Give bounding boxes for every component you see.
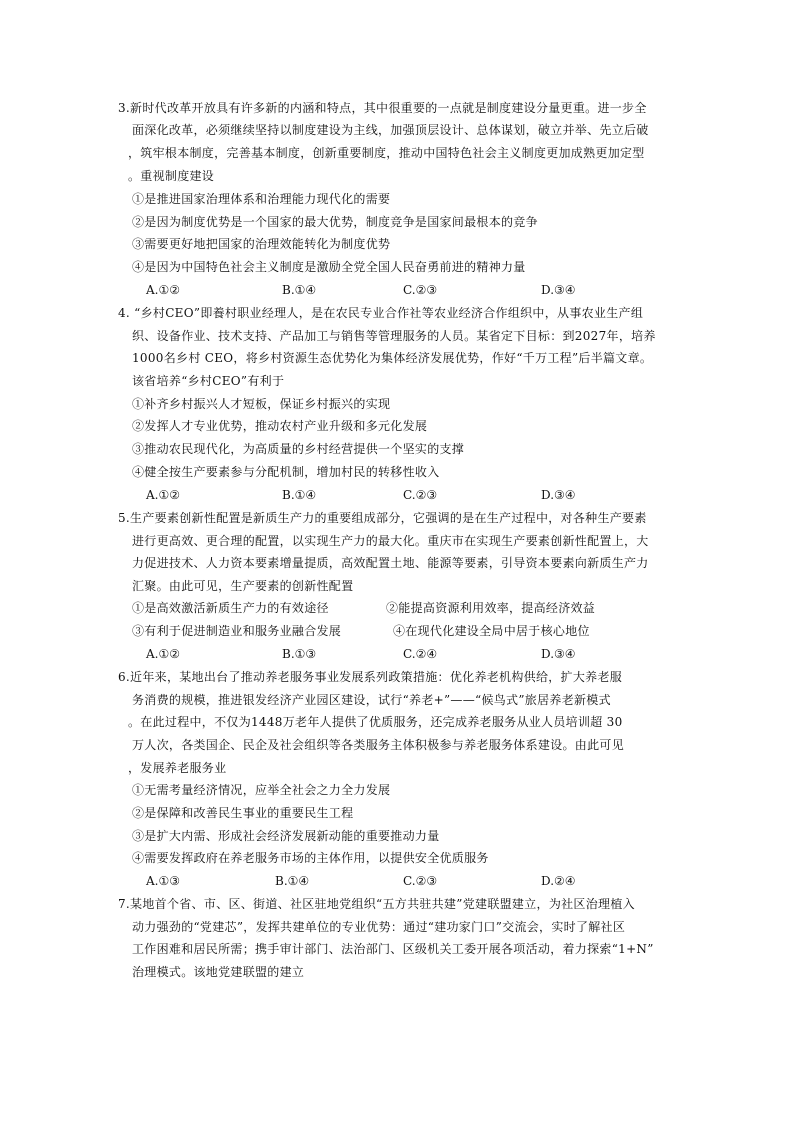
- q5-item-2: ②能提高资源利用效率，提高经济效益: [386, 601, 596, 615]
- q6-stem-line-1: 6.近年来，某地出台了推动养老服务事业发展系列政策措施：优化养老机构供给，扩大养老服: [118, 670, 623, 684]
- q4-stem-line-2: 织、设备作业、技术支持、产品加工与销售等管理服务的人员。某省定下目标：到2027年，培养: [132, 329, 656, 343]
- q6-stem-line-5: ，发展养老服务业: [128, 761, 227, 775]
- q3-option-c: C.②③: [403, 283, 438, 297]
- q5-option-a: A.①②: [146, 647, 180, 661]
- q6-item-4: ④需要发挥政府在养老服务市场的主体作用，以提供安全优质服务: [132, 851, 489, 865]
- q7-stem-line-3: 工作困难和居民所需；携手审计部门、法治部门、区级机关工委开展各项活动，着力探索“1+N”: [132, 942, 654, 956]
- q6-item-2: ②是保障和改善民生事业的重要民生工程: [132, 806, 354, 820]
- q4-stem-line-3: 1000名乡村 CEO，将乡村资源生态优势化为集体经济发展优势，作好“千万工程”后半篇文章。: [132, 351, 653, 365]
- q3-stem-line-3: ，筑牢根本制度，完善基本制度，创新重要制度，推动中国特色社会主义制度更加成熟更加定型: [128, 146, 645, 160]
- q5-option-c: C.②④: [403, 647, 438, 661]
- q3-item-4: ④是因为中国特色社会主义制度是激励全党全国人民奋勇前进的精神力量: [132, 260, 526, 274]
- q5-stem-line-3: 力促进技术、人力资本要素增量提质，高效配置土地、能源等要素，引导资本要素向新质生产力: [132, 556, 649, 570]
- q5-stem-line-1: 5.生产要素创新性配置是新质生产力的重要组成部分，它强调的是在生产过程中，对各种生产要素: [118, 511, 647, 525]
- q7-stem-line-4: 治理模式。该地党建联盟的建立: [132, 965, 305, 979]
- q4-stem-line-4: 该省培养“乡村CEO”有利于: [132, 374, 285, 388]
- q5-item-3: ③有利于促进制造业和服务业融合发展: [132, 624, 342, 638]
- q4-item-4: ④健全按生产要素参与分配机制，增加村民的转移性收入: [132, 465, 440, 479]
- q7-stem-line-2: 动力强劲的“党建芯”，发挥共建单位的专业优势：通过“建功家门口”交流会，实时了解社区: [132, 920, 626, 934]
- q5-item-1: ①是高效激活新质生产力的有效途径: [132, 601, 329, 615]
- q4-option-d: D.③④: [541, 488, 576, 502]
- q3-option-d: D.③④: [541, 283, 576, 297]
- q6-option-a: A.①③: [146, 874, 180, 888]
- q3-item-2: ②是因为制度优势是一个国家的最大优势，制度竞争是国家间最根本的竞争: [132, 215, 538, 229]
- q4-option-b: B.①④: [282, 488, 317, 502]
- q3-stem-line-4: 。重视制度建设: [128, 169, 215, 183]
- q7-stem-line-1: 7.某地首个省、市、区、街道、社区驻地党组织“五方共驻共建”党建联盟建立，为社区治理植入: [118, 897, 635, 911]
- q4-item-2: ②发挥人才专业优势，推动农村产业升级和多元化发展: [132, 419, 428, 433]
- q5-option-b: B.①③: [282, 647, 317, 661]
- q3-stem-line-1: 3.新时代改革开放具有许多新的内涵和特点，其中很重要的一点就是制度建设分量更重。进一步全: [118, 101, 647, 115]
- q6-stem-line-2: 务消费的规模，推进银发经济产业园区建设，试行“养老+”——“候鸟式”旅居养老新模式: [132, 693, 611, 707]
- q4-item-3: ③推动农民现代化，为高质量的乡村经营提供一个坚实的支撑: [132, 442, 465, 456]
- q6-option-c: C.②③: [403, 874, 438, 888]
- q5-option-d: D.③④: [541, 647, 576, 661]
- q5-stem-line-4: 汇聚。由此可见，生产要素的创新性配置: [132, 579, 354, 593]
- q5-stem-line-2: 进行更高效、更合理的配置，以实现生产力的最大化。重庆市在实现生产要素创新性配置上，大: [132, 534, 649, 548]
- q6-stem-line-4: 万人次，各类国企、民企及社会组织等各类服务主体积极参与养老服务体系建设。由此可见: [132, 738, 625, 752]
- q3-item-1: ①是推进国家治理体系和治理能力现代化的需要: [132, 192, 391, 206]
- q6-option-b: B.①④: [275, 874, 310, 888]
- q4-stem-line-1: 4. “乡村CEO”即養村职业经理人，是在农民专业合作社等农业经济合作组织中，从事农业生产组: [118, 306, 644, 320]
- q6-item-1: ①无需考量经济情况，应举全社会之力全力发展: [132, 783, 391, 797]
- q3-option-b: B.①④: [282, 283, 317, 297]
- q3-item-3: ③需要更好地把国家的治理效能转化为制度优势: [132, 237, 391, 251]
- q6-option-d: D.②④: [541, 874, 576, 888]
- q4-option-a: A.①②: [146, 488, 180, 502]
- q4-option-c: C.②③: [403, 488, 438, 502]
- q6-item-3: ③是扩大内需、形成社会经济发展新动能的重要推动力量: [132, 829, 440, 843]
- q6-stem-line-3: 。在此过程中，不仅为1448万老年人提供了优质服务，还完成养老服务从业人员培训超 30: [128, 715, 623, 729]
- q3-stem-line-2: 面深化改革，必须继续坚持以制度建设为主线，加强顶层设计、总体谋划，破立并举、先立后破: [132, 123, 649, 137]
- q4-item-1: ①补齐乡村振兴人才短板，保证乡村振兴的实现: [132, 397, 391, 411]
- q5-item-4: ④在现代化建设全局中居于核心地位: [393, 624, 590, 638]
- q3-option-a: A.①②: [146, 283, 180, 297]
